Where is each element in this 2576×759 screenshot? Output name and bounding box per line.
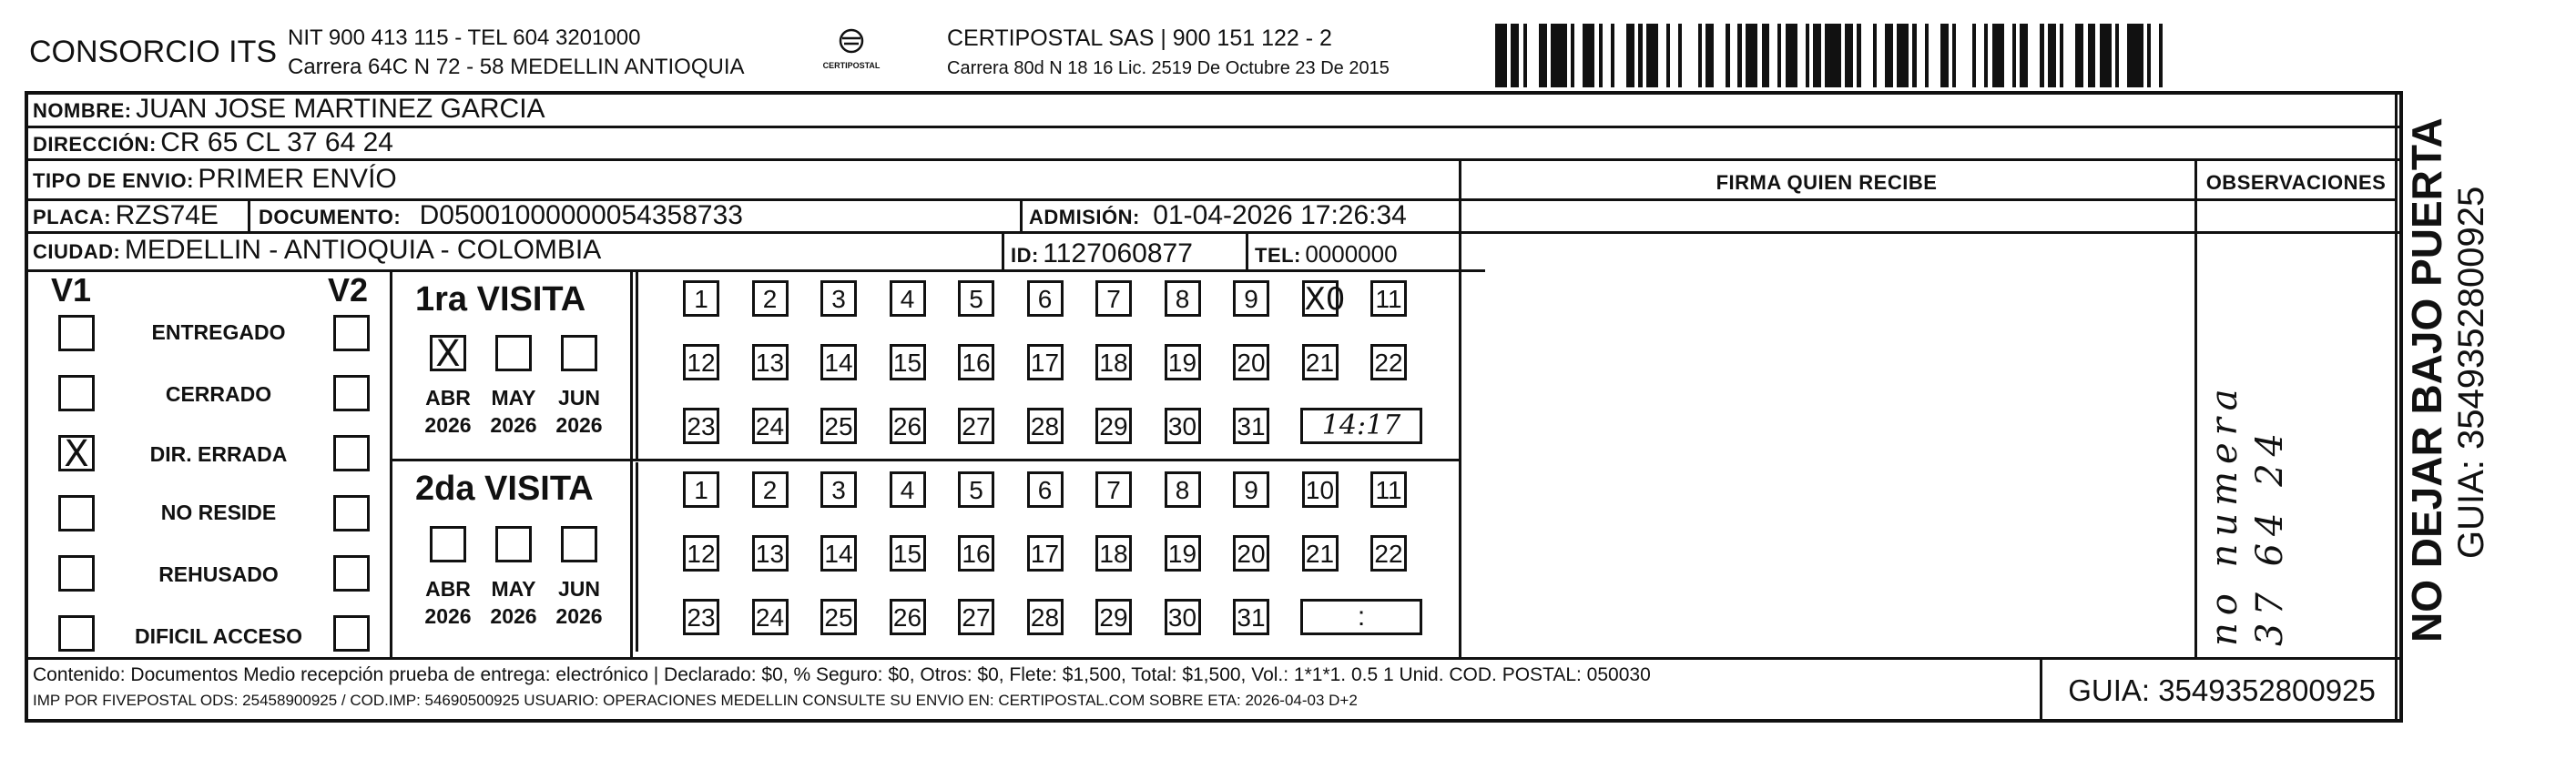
day-checkbox[interactable]: 13 — [752, 535, 789, 572]
day-checkbox[interactable]: 1 — [683, 280, 719, 317]
month-label — [546, 384, 612, 439]
status-v1-checkbox[interactable] — [58, 555, 95, 592]
barcode-bar — [1682, 24, 1697, 87]
certipostal-address: Carrera 80d N 18 16 Lic. 2519 De Octubre 23 De 2015 — [947, 58, 1390, 78]
status-v1-checkbox[interactable] — [58, 495, 95, 531]
day-checkbox[interactable]: 6 — [1027, 280, 1064, 317]
barcode-bar — [1877, 24, 1885, 87]
status-label: NO RESIDE — [160, 501, 277, 524]
month-checkbox[interactable] — [561, 526, 597, 562]
month-checkbox[interactable] — [561, 335, 597, 371]
logo-text: CERTIPOSTAL — [822, 61, 881, 70]
day-checkbox[interactable]: 21 — [1302, 344, 1339, 380]
barcode-bar — [1813, 24, 1821, 87]
barcode-bar — [1705, 24, 1714, 87]
day-checkbox[interactable]: 2 — [752, 280, 789, 317]
day-checkbox[interactable]: 24 — [752, 599, 789, 635]
company-address: Carrera 64C N 72 - 58 MEDELLIN ANTIOQUIA — [288, 55, 745, 79]
placa-field — [33, 200, 219, 231]
day-checkbox[interactable]: 9 — [1233, 471, 1269, 508]
month-year: 2026 — [424, 604, 472, 628]
guia-side: GUIA: 3549352800925 — [2451, 186, 2491, 559]
day-checkbox[interactable]: 16 — [958, 535, 994, 572]
day-checkbox[interactable]: 25 — [820, 408, 857, 444]
barcode-bar — [1646, 24, 1658, 87]
documento-field — [259, 200, 743, 231]
barcode-bar — [1730, 24, 1738, 87]
day-checkbox[interactable]: 28 — [1027, 408, 1064, 444]
nombre-value: JUAN JOSE MARTINEZ GARCIA — [136, 94, 545, 124]
month-name: JUN — [557, 577, 600, 601]
nombre-label: NOMBRE: — [33, 99, 132, 122]
day-checkbox[interactable]: 5 — [958, 471, 994, 508]
day-checkbox[interactable]: 5 — [958, 280, 994, 317]
barcode-bar — [1495, 24, 1507, 87]
v2-label: V2 — [328, 271, 369, 309]
day-checkbox[interactable]: 4 — [890, 280, 926, 317]
barcode-bar — [1670, 24, 1678, 87]
status-v1-checkbox[interactable] — [58, 615, 95, 652]
barcode-bar — [1956, 24, 1971, 87]
day-checkbox[interactable]: 11 — [1370, 471, 1407, 508]
admision-value: 01-04-2026 17:26:34 — [1153, 200, 1407, 230]
day-checkbox[interactable] — [1302, 280, 1346, 318]
month-year: 2026 — [555, 413, 603, 437]
day-checkbox[interactable]: 1 — [683, 471, 719, 508]
barcode-bar — [1917, 24, 1925, 87]
status-label: REHUSADO — [158, 562, 279, 586]
status-v1-checkbox[interactable] — [58, 315, 95, 351]
month-checkbox[interactable] — [495, 335, 532, 371]
barcode-bar — [2127, 24, 2143, 87]
barcode-bar — [1583, 24, 1594, 87]
day-checkbox[interactable]: 13 — [752, 344, 789, 380]
day-checkbox[interactable]: 23 — [683, 599, 719, 635]
grid-divider — [636, 271, 638, 460]
day-checkbox[interactable]: 19 — [1165, 344, 1201, 380]
barcode-bar — [2088, 24, 2096, 87]
barcode-bar — [1825, 24, 1840, 87]
admision-label: ADMISIÓN: — [1029, 206, 1140, 228]
day-checkbox[interactable]: 17 — [1027, 344, 1064, 380]
barcode-bar — [1551, 24, 1566, 87]
month-name: ABR — [425, 386, 471, 410]
barcode-bar — [1574, 24, 1583, 87]
day-checkbox[interactable]: 7 — [1095, 471, 1132, 508]
nit-line: NIT 900 413 115 - TEL 604 3201000 — [288, 25, 641, 50]
status-label: DIR. ERRADA — [149, 442, 288, 466]
day-checkbox[interactable]: 20 — [1233, 535, 1269, 572]
day-checkbox[interactable]: 8 — [1165, 280, 1201, 317]
day-checkbox[interactable]: 20 — [1233, 344, 1269, 380]
barcode-bar — [1603, 24, 1611, 87]
company-name: CONSORCIO ITS — [29, 35, 278, 69]
day-checkbox[interactable]: 12 — [683, 535, 719, 572]
status-label: ENTREGADO — [151, 320, 286, 344]
day-checkbox[interactable]: 18 — [1095, 535, 1132, 572]
barcode-bar — [2151, 24, 2159, 87]
day-checkbox[interactable]: 25 — [820, 599, 857, 635]
barcode-bar — [1658, 24, 1666, 87]
observaciones-handwritten-1: no numera — [2204, 381, 2245, 646]
no-dejar-bajo-puerta: NO DEJAR BAJO PUERTA — [2403, 117, 2450, 643]
tipo-field — [33, 164, 397, 195]
barcode-bar — [1614, 24, 1626, 87]
month-year: 2026 — [424, 413, 472, 437]
day-checkbox[interactable]: 7 — [1095, 280, 1132, 317]
barcode-bar — [1797, 24, 1806, 87]
barcode-bar — [2063, 24, 2075, 87]
day-checkbox[interactable]: 31 — [1233, 408, 1269, 444]
barcode-bar — [1769, 24, 1777, 87]
grid-divider — [636, 462, 638, 652]
barcode-bar — [1940, 24, 1949, 87]
day-checkbox[interactable]: 29 — [1095, 408, 1132, 444]
day-checkbox[interactable]: 30 — [1165, 408, 1201, 444]
day-checkbox[interactable]: 15 — [890, 535, 926, 572]
day-checkbox[interactable]: 11 — [1370, 280, 1407, 317]
month-checkbox[interactable]: X — [430, 335, 466, 371]
tipo-value: PRIMER ENVÍO — [198, 164, 397, 194]
status-v2-checkbox[interactable] — [333, 375, 370, 411]
barcode-bar — [2004, 24, 2012, 87]
id-value: 1127060877 — [1043, 238, 1193, 268]
month-checkbox[interactable] — [430, 526, 466, 562]
status-v1-checkbox[interactable] — [58, 375, 95, 411]
admision-field — [1029, 200, 1407, 231]
month-name: ABR — [425, 577, 471, 601]
status-v2-checkbox[interactable] — [333, 495, 370, 531]
month-year: 2026 — [490, 413, 537, 437]
ciudad-field — [33, 235, 601, 266]
day-checkbox[interactable]: 3 — [820, 471, 857, 508]
barcode — [1495, 24, 2176, 87]
day-checkbox[interactable]: 4 — [890, 471, 926, 508]
month-label — [415, 384, 481, 439]
status-v2-checkbox[interactable] — [333, 435, 370, 471]
day-checkbox[interactable]: 19 — [1165, 535, 1201, 572]
placa-label: PLACA: — [33, 206, 112, 228]
id-label: ID: — [1011, 244, 1039, 267]
direccion-value: CR 65 CL 37 64 24 — [160, 127, 393, 157]
day-checkbox[interactable]: 6 — [1027, 471, 1064, 508]
day-checkbox[interactable]: 21 — [1302, 535, 1339, 572]
day-checkbox[interactable]: 8 — [1165, 471, 1201, 508]
time-field[interactable]: 14:17 — [1300, 408, 1422, 444]
observaciones-handwritten-2: 37 64 24 — [2249, 425, 2291, 646]
day-checkbox[interactable]: 15 — [890, 344, 926, 380]
direccion-field — [33, 127, 393, 158]
barcode-bar — [2020, 24, 2028, 87]
ciudad-value: MEDELLIN - ANTIOQUIA - COLOMBIA — [124, 235, 602, 265]
month-label — [415, 575, 481, 630]
firma-header: FIRMA QUIEN RECIBE — [1716, 171, 1938, 194]
day-checkbox[interactable]: 12 — [683, 344, 719, 380]
time-field[interactable]: : — [1300, 599, 1422, 635]
month-name: MAY — [491, 577, 536, 601]
barcode-bar — [2075, 24, 2083, 87]
barcode-bar — [1992, 24, 2004, 87]
tel-label: TEL: — [1255, 244, 1301, 267]
month-label — [481, 575, 546, 630]
nombre-field — [33, 94, 545, 125]
day-checkbox[interactable]: 22 — [1370, 344, 1407, 380]
barcode-bar — [2028, 24, 2040, 87]
barcode-bar — [2100, 24, 2112, 87]
day-checkbox[interactable]: 24 — [752, 408, 789, 444]
day-checkbox[interactable]: 31 — [1233, 599, 1269, 635]
status-v2-checkbox[interactable] — [333, 615, 370, 652]
barcode-bar — [1929, 24, 1940, 87]
month-checkbox[interactable] — [495, 526, 532, 562]
status-label: DIFICIL ACCESO — [134, 624, 302, 648]
month-year: 2026 — [490, 604, 537, 628]
day-checkbox[interactable]: 3 — [820, 280, 857, 317]
barcode-bar — [1746, 24, 1757, 87]
day-checkbox[interactable]: 26 — [890, 408, 926, 444]
day-checkbox[interactable]: 9 — [1233, 280, 1269, 317]
day-checkbox[interactable]: 30 — [1165, 599, 1201, 635]
documento-value: D05001000000054358733 — [419, 200, 743, 230]
month-name: MAY — [491, 386, 536, 410]
status-v1-checkbox[interactable]: X — [58, 435, 95, 471]
day-checkbox[interactable]: 22 — [1370, 535, 1407, 572]
barcode-bar — [1976, 24, 1984, 87]
certipostal-line: CERTIPOSTAL SAS | 900 151 122 - 2 — [947, 25, 1332, 51]
barcode-bar — [1626, 24, 1634, 87]
footer-imp: IMP POR FIVEPOSTAL ODS: 25458900925 / COD.IMP: 54690500925 USUARIO: OPERACIONES MEDELLIN CONSULTE SU ENVIO EN: CERTIPOSTAL.COM SOBRE ETA: 2026-04-03 D+2 — [33, 692, 1358, 709]
barcode-bar — [1762, 24, 1770, 87]
first-visit-title: 1ra VISITA — [415, 280, 586, 319]
footer-contenido: Contenido: Documentos Medio recepción prueba de entrega: electrónico | Declarado: $0, % Seguro: $0, Otros: $0, Flete: $1,500, Total: $1,500, Vol.: 1*1*1. 0.5 1 Unid. COD. POSTAL: 050030 — [33, 664, 1651, 685]
status-v2-checkbox[interactable] — [333, 555, 370, 592]
barcode-bar — [1539, 24, 1547, 87]
day-checkbox[interactable]: 16 — [958, 344, 994, 380]
barcode-bar — [1511, 24, 1519, 87]
direccion-label: DIRECCIÓN: — [33, 133, 157, 156]
tel-value: 0000000 — [1305, 240, 1398, 268]
month-label — [481, 384, 546, 439]
placa-value: RZS74E — [115, 200, 219, 230]
status-v2-checkbox[interactable] — [333, 315, 370, 351]
month-name: JUN — [557, 386, 600, 410]
barcode-bar — [1845, 24, 1853, 87]
barcode-bar — [1786, 24, 1797, 87]
barcode-bar — [1885, 24, 1893, 87]
day-mark: X0 — [1304, 281, 1346, 318]
barcode-bar — [1714, 24, 1726, 87]
day-checkbox[interactable]: 23 — [683, 408, 719, 444]
observaciones-header: OBSERVACIONES — [2205, 171, 2387, 194]
ciudad-label: CIUDAD: — [33, 240, 121, 263]
documento-label: DOCUMENTO: — [259, 206, 402, 228]
barcode-bar — [1527, 24, 1539, 87]
tipo-label: TIPO DE ENVIO: — [33, 169, 194, 192]
second-visit-title: 2da VISITA — [415, 470, 594, 508]
day-checkbox[interactable]: 14 — [820, 535, 857, 572]
barcode-bar — [2163, 24, 2174, 87]
month-label — [546, 575, 612, 630]
month-year: 2026 — [555, 604, 603, 628]
day-checkbox[interactable]: 14 — [820, 344, 857, 380]
footer-guia: GUIA: 3549352800925 — [2068, 673, 2376, 707]
day-checkbox[interactable]: 27 — [958, 408, 994, 444]
barcode-bar — [1897, 24, 1909, 87]
barcode-bar — [2048, 24, 2056, 87]
day-checkbox[interactable]: 10 — [1302, 471, 1339, 508]
day-checkbox[interactable]: 17 — [1027, 535, 1064, 572]
id-field — [1011, 238, 1193, 269]
day-checkbox[interactable]: 2 — [752, 471, 789, 508]
v1-label: V1 — [51, 271, 92, 309]
barcode-bar — [1861, 24, 1873, 87]
day-checkbox[interactable]: 29 — [1095, 599, 1132, 635]
tel-field — [1255, 240, 1398, 268]
certipostal-logo-icon — [833, 27, 870, 55]
certipostal-logo — [815, 27, 888, 80]
day-checkbox[interactable]: 18 — [1095, 344, 1132, 380]
day-checkbox[interactable]: 27 — [958, 599, 994, 635]
day-checkbox[interactable]: 28 — [1027, 599, 1064, 635]
day-checkbox[interactable]: 26 — [890, 599, 926, 635]
barcode-bar — [2119, 24, 2127, 87]
status-label: CERRADO — [165, 382, 272, 406]
